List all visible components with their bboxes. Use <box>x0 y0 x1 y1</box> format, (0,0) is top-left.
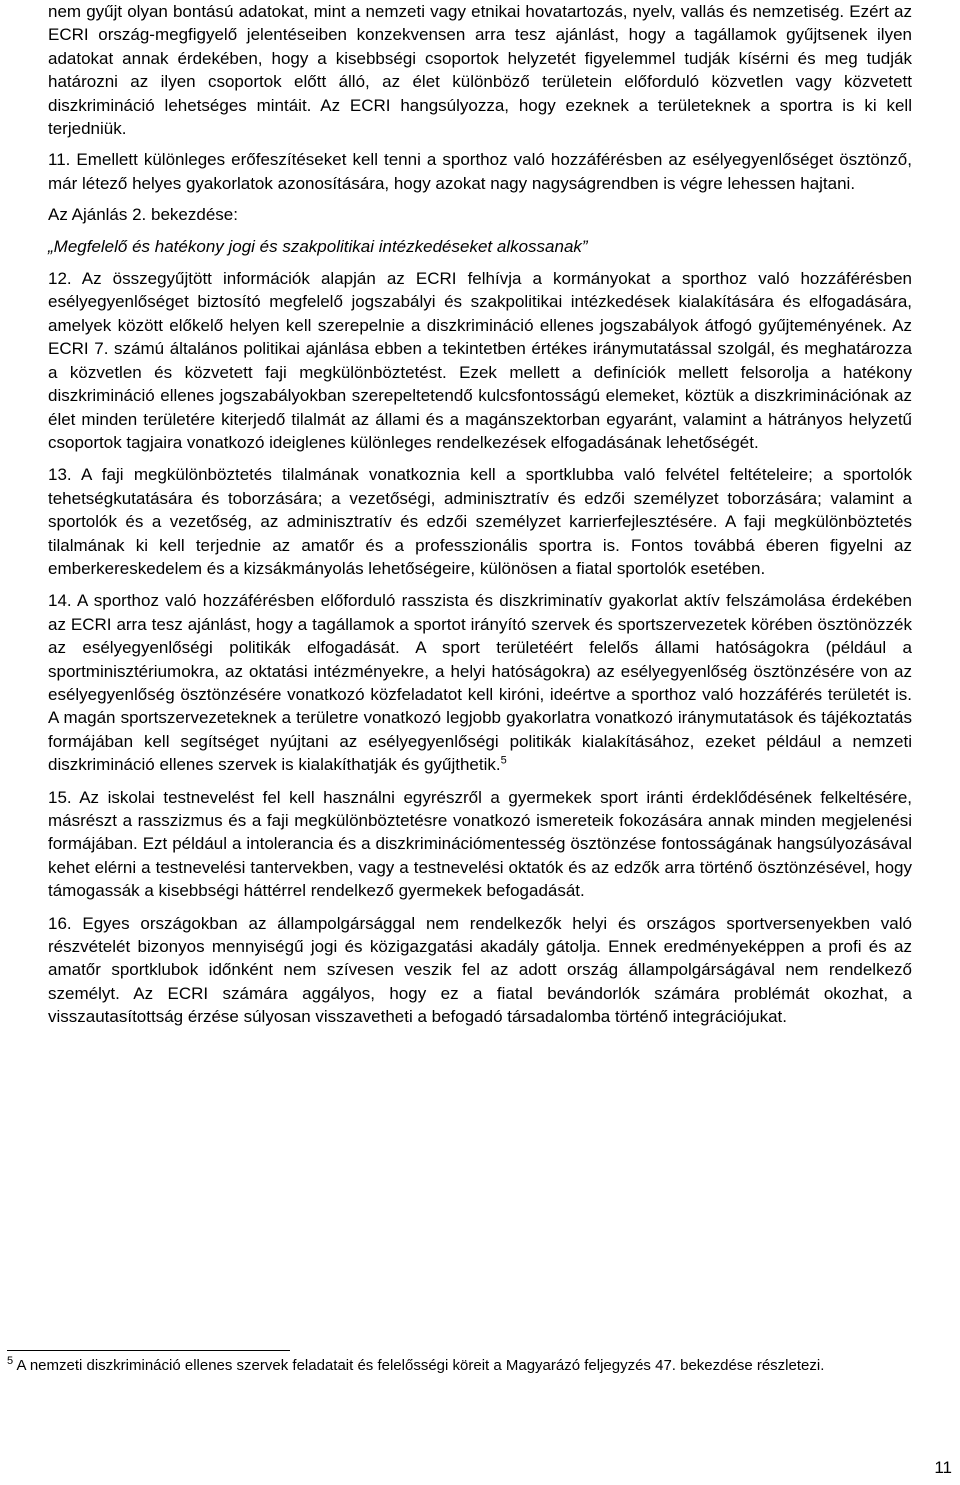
footnote-reference: 5 <box>500 754 507 767</box>
paragraph-16: 16. Egyes országokban az állampolgársággal nem rendelkezők helyi és országos sportversenyekben való részvételét bizonyos mennyiségű jogi és közigazgatási akadály gátolja. Ennek eredményeképpen a profi és az amatőr sportklubok időnként nem szívesen veszik fel az adott ország állampolgárságával nem rendelkező személyt. Az ECRI számára aggályos, hogy ez a fiatal bevándorlók számára problémát okozhat, a visszautasítottság érzése súlyosan visszavetheti a befogadó társadalomba történő integrációjukat. <box>48 913 912 1027</box>
paragraph-11: 11. Emellett különleges erőfeszítéseket kell tenni a sporthoz való hozzáférésben az esélyegyenlőséget ösztönző, már létező helyes gyakorlatok azonosítására, hogy azokat nagy nagyságrendben is végre lehessen hajtani. <box>48 150 912 193</box>
footnote-number: 5 <box>7 1355 14 1367</box>
section-quote: „Megfelelő és hatékony jogi és szakpolitikai intézkedéseket alkossanak” <box>48 236 588 256</box>
footnote-divider <box>7 1350 290 1351</box>
section-label: Az Ajánlás 2. bekezdése: <box>48 205 238 225</box>
paragraph-intro: nem gyűjt olyan bontású adatokat, mint a nemzeti vagy etnikai hovatartozás, nyelv, vallás és nemzetiség. Ezért az ECRI ország-megfigyelő jelentéseiben konzekvensen arra tesz ajánlást, hogy a tagállamok gyűjtsenek ilyen adatokat annak érdekében, hogy a kisebbségi csoportok helyzetét figyelemmel tudják kísérni és meg tudják határozni az ilyen csoportok előtt álló, az élet különböző területein előforduló közvetlen vagy közvetett diszkrimináció lehetséges mintáit. Az ECRI hangsúlyozza, hogy ezeknek a területeknek a sportra is ki kell terjedniük. <box>48 2 912 139</box>
page-number: 11 <box>934 1458 952 1477</box>
body-text <box>48 0 912 1029</box>
paragraph-14-text: 14. A sporthoz való hozzáférésben előforduló rasszista és diszkriminatív gyakorlat aktív felszámolása érdekében az ECRI arra tesz ajánlást, hogy a tagállamok a sportot irányító szervek és sportszervezetek körében ösztönözzék az esélyegyenlőségi politikák elfogadását. A sport területéért felelős állami hatóságokra (például a sportminisztériumokra, az oktatási intézményekre, a helyi hatóságokra) az esélyegyenlőség ösztönzésére von az esélyegyenlőség ösztönzésére vonatkozó közfeladatot kell kiróni, ideértve a sporthoz való hozzáférés területét is. A magán sportszervezeteknek a területre vonatkozó legjobb gyakorlatra vonatkozó iránymutatások és tájékoztatás formájában kell segítséget nyújtani az esélyegyenlőségi politikák kialakításához, ezeket például a nemzeti diszkrimináció ellenes szervek is kialakíthatják és gyűjthetik. <box>48 591 912 775</box>
paragraph-13: 13. A faji megkülönböztetés tilalmának vonatkoznia kell a sportklubba való felvétel feltételeire; a sportolók tehetségkutatására és toborzására; a vezetőségi, adminisztratív és edzői személyzet toborzására; valamint a sportolók és a vezetőség, az adminisztratív és edzői személyzet karrierfejlesztésére. A faji megkülönböztetés tilalmának ki kell terjednie az amatőr és a professzionális sportra is. Fontos továbbá éberen figyelni az emberkereskedelem és a kizsákmányolás lehetőségeire, különösen a fiatal sportolók esetében. <box>48 465 912 578</box>
footnote-text: A nemzeti diszkrimináció ellenes szervek feladatait és felelősségi köreit a Magyarázó feljegyzés 47. bekezdése részletezi. <box>16 1357 825 1374</box>
paragraph-15: 15. Az iskolai testnevelést fel kell használni egyrészről a gyermekek sport iránti érdeklődésének felkeltésére, másrészt a rasszizmus és a faji megkülönböztetésre vonatkozó ismereteik fokozására annak minden megjelenési formájában. Ezt például a intolerancia és a diszkriminációmentesség ösztönzése fontosságának hangsúlyozásával kehet elérni a testnevelési tantervekben, vagy a testnevelési oktatók és az edzők arra történő ösztönzésével, hogy támogassák a kisebbségi háttérrel rendelkező gyermekek befogadását. <box>48 787 912 901</box>
paragraph-12: 12. Az összegyűjtött információk alapján az ECRI felhívja a kormányokat a sporthoz való hozzáférésben esélyegyenlőséget biztosító megfelelő jogszabályi és szakpolitikai intézkedések kialakítására és elfogadására, amelyek között előkelő helyen kell szerepelnie a diszkrimináció ellenes jogszabályok átfogó gyűjteményének. Az ECRI 7. számú általános politikai ajánlása ebben a tekintetben értékes iránymutatással szolgál, és meghatározza a közvetlen és közvetett faji megkülönböztetést. Ezek mellett a definíciók mellett felsorolja a hatékony diszkrimináció ellenes jogszabályokban szerepeltetendő kulcsfontosságú elemeket, köztük a diszkriminációnak az élet minden területére kiterjedő tilalmát az állami és a magánszektorban egyaránt, valamint a hátrányos helyzetű csoportok tagjaira vonatkozó ideiglenes különleges rendelkezések elfogadásának lehetőségét. <box>48 269 912 452</box>
paragraph-14 <box>48 589 912 776</box>
footnote <box>7 1356 952 1376</box>
